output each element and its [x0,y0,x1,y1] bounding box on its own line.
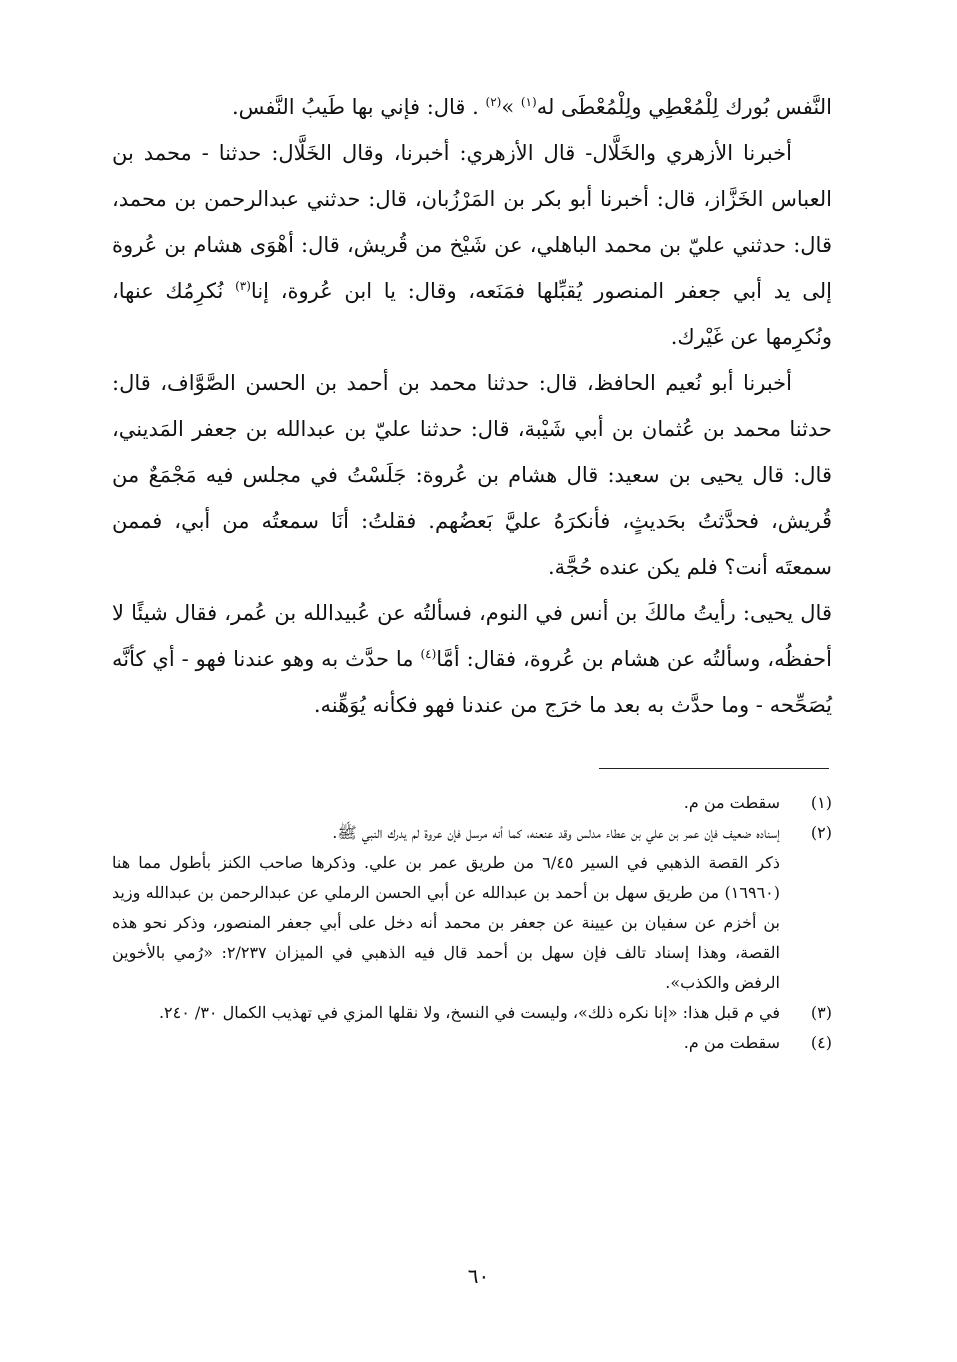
footnote-ref-2: (٢) [485,95,502,109]
footnote-number: (١) [810,793,832,812]
footnote-separator [599,768,829,769]
footnote-ref-3: (٣) [235,279,251,293]
paragraph-3: أخبرنا أبو نُعيم الحافظ، قال: حدثنا محمد بن أحمد بن الحسن الصَّوَّاف، قال: حدثنا محمد بن عُثمان بن أبي شَيْبة، قال: حدثنا عليّ بن عبدالله بن جعفر المَديني، قال: قال يحيى بن سعيد: قال هشام بن عُروة: جَلَسْتُ في مجلس فيه مَجْمَعٌ من قُريش، فحدَّثتُ بحَديثٍ، فأنكرَهُ عليَّ بَعضُهم. فقلتُ: أنَا سمعتُه من أبي، فممن سمعتَه أنت؟ فلم يكن عنده حُجَّة. [112,371,832,579]
footnote-text: إسناده ضعيف فإن عمر بن علي بن عطاء مدلس وقد عنعنه، كما أنه مرسل فإن عروة لم يدرك النبي ﷺ. [332,823,780,842]
main-text [112,84,832,728]
footnote-number: (٤) [810,1033,832,1052]
footnote-text: سقطت من م. [683,1033,780,1052]
page-number: ٦٠ [467,1264,490,1288]
footnotes [112,788,832,1058]
footnote-2-continued: ذكر القصة الذهبي في السير ٦/٤٥ من طريق عمر بن علي. وذكرها صاحب الكنز بأطول مما هنا (١٦٩٦٠) من طريق سهل بن أحمد بن عبدالله عن أبي الحسن الرملي عن عبدالرحمن بن عبدالله وزيد بن أخزم عن سفيان بن عيينة عن جعفر بن محمد أنه دخل على أبي جعفر المنصور، وذكر نحو هذه القصة، وهذا إسناد تالف فإن سهل بن أحمد قال فيه الذهبي في الميزان ٢/٢٣٧: «رُمي بالأخوين الرفض والكذب». [112,853,780,992]
paragraph-4: قال يحيى: رأيتُ مالكَ بن أنس في النوم، فسألتُه عن عُبيدالله بن عُمر، فقال شيئًا لا أحفظُه، وسألتُه عن هشام بن عُروة، فقال: أمَّا$^{(٤)}$ ما حدَّث به وهو عندنا فهو - أي كأنَّه يُصَحِّحه - وما حدَّث به بعد ما خرَج من عندنا فهو فكأنه يُوَهِّنه. [112,601,833,717]
paragraph-2: أخبرنا الأزهري والخَلَّال- قال الأزهري: أخبرنا، وقال الخَلَّال: حدثنا - محمد بن العباس الخَزَّاز، قال: أخبرنا أبو بكر بن المَرْزُبان، قال: حدثني عبدالرحمن بن محمد، قال: حدثني عليّ بن محمد الباهلي، عن شَيْخ من قُريش، قال: أهْوَى هشام بن عُروة إلى يد أبي جعفر المنصور يُقبِّلها فمَنَعه، وقال: يا ابن عُروة، إنا$^{(٣)}$ نُكرِمُك عنها، ونُكرِمها عن غَيْرك. [112,141,832,349]
footnote-4 [112,1028,832,1058]
footnote-text: سقطت من م. [683,793,780,812]
footnote-text: في م قبل هذا: «إنا نكره ذلك»، وليست في النسخ، ولا نقلها المزي في تهذيب الكمال ٣٠/ ٢٤٠. [158,1003,780,1022]
footnote-1 [112,788,832,818]
footnote-3 [112,998,832,1028]
footnote-number: (٣) [810,1003,832,1022]
paragraph-1: النَّفس بُورك لِلْمُعْطِي ولِلْمُعْطَى له$^{(١)}$ »$^{(٢)}$ . قال: فإني بها طَيبُ النَّفس. [231,95,832,119]
footnote-number: (٢) [810,823,832,842]
footnote-ref-4: (٤) [420,647,437,661]
footnote-ref-1: (١) [520,95,537,109]
footnote-2 [112,818,832,848]
